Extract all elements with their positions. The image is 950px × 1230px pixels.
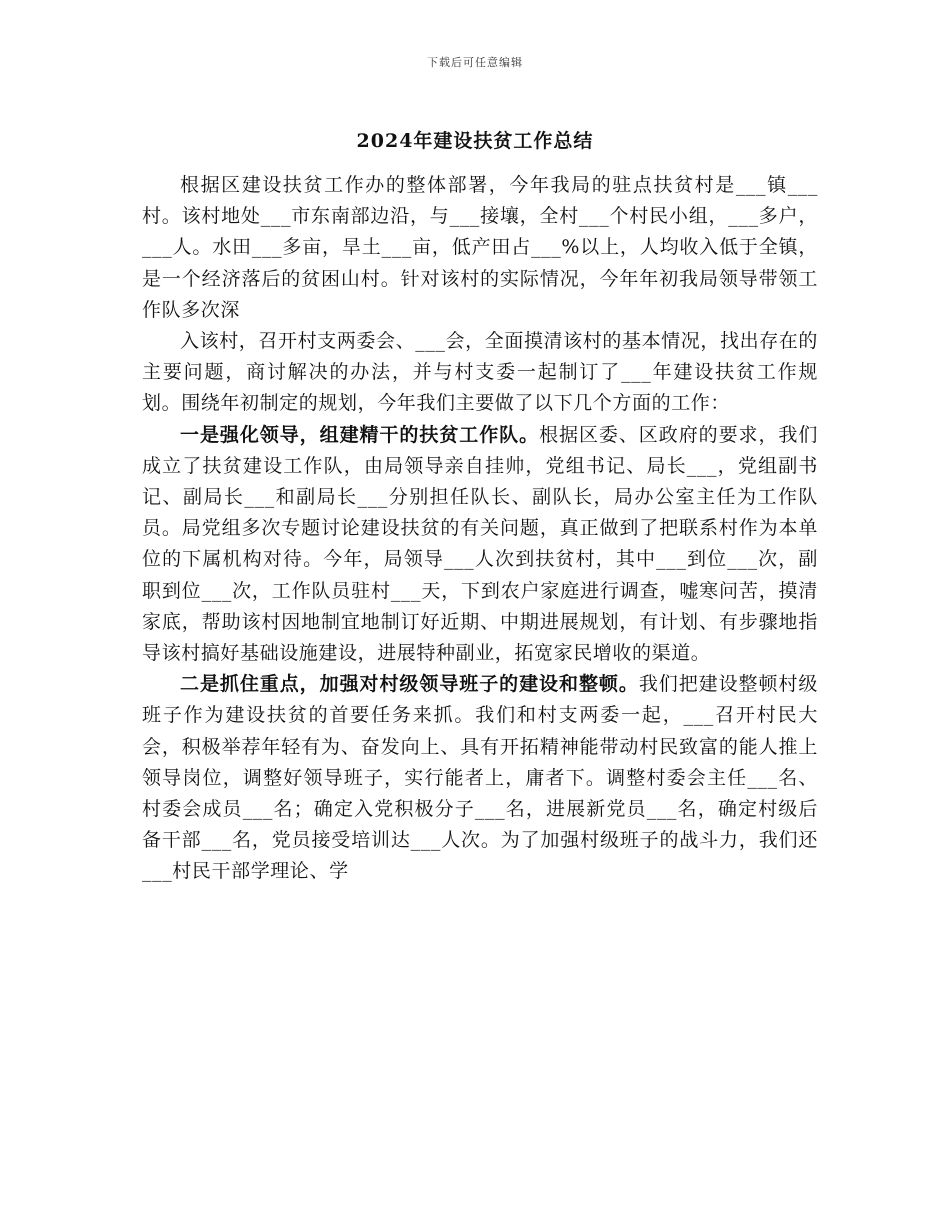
paragraph-text: 入该村，召开村支两委会、___会，全面摸清该村的基本情况，找出存在的主要问题，商讨解决的办法，并与村支委一起制订了___年建设扶贫工作规划。围绕年初制定的规划，今年我们主要做了以下几个方面的工作： (142, 330, 818, 415)
paragraph-2 (142, 326, 818, 420)
paragraph-text: 我们把建设整顿村级班子作为建设扶贫的首要任务来抓。我们和村支两委一起，___召开村民大会，积极举荐年轻有为、奋发向上、具有开拓精神能带动村民致富的能人推上领导岗位，调整好领导班子，实行能者上，庸者下。调整村委会主任___名、村委会成员___名；确定入党积极分子___名，进展新党员___名，确定村级后备干部___名，党员接受培训达___人次。为了加强村级班子的战斗力，我们还___村民干部学理论、学 (142, 673, 818, 883)
paragraph-4 (142, 669, 818, 887)
paragraph-lead: 二是抓住重点，加强对村级领导班子的建设和整顿。 (180, 673, 639, 696)
paragraph-1 (142, 170, 818, 326)
document-body (142, 170, 818, 888)
document-title: 2024年建设扶贫工作总结 (356, 130, 594, 152)
paragraph-lead: 一是强化领导，组建精干的扶贫工作队。 (180, 423, 540, 446)
paragraph-3 (142, 420, 818, 670)
paragraph-text: 根据区建设扶贫工作办的整体部署，今年我局的驻点扶贫村是___镇___村。该村地处___市东南部边沿，与___接壤，全村___个村民小组，___多户，___人。水田___多亩，旱土___亩，低产田占___%以上，人均收入低于全镇，是一个经济落后的贫困山村。针对该村的实际情况，今年年初我局领导带领工作队多次深 (142, 174, 818, 321)
paragraph-text: 根据区委、区政府的要求，我们成立了扶贫建设工作队，由局领导亲自挂帅，党组书记、局长___，党组副书记、副局长___和副局长___分别担任队长、副队长，局办公室主任为工作队员。局党组多次专题讨论建设扶贫的有关问题，真正做到了把联系村作为本单位的下属机构对待。今年，局领导___人次到扶贫村，其中___到位___次，副职到位___次，工作队员驻村___天，下到农户家庭进行调查，嘘寒问苦，摸清家底，帮助该村因地制宜地制订好近期、中期进展规划，有计划、有步骤地指导该村搞好基础设施建设，进展特种副业，拓宽家民增收的渠道。 (142, 423, 818, 665)
header-note: 下载后可任意编辑 (427, 56, 523, 69)
